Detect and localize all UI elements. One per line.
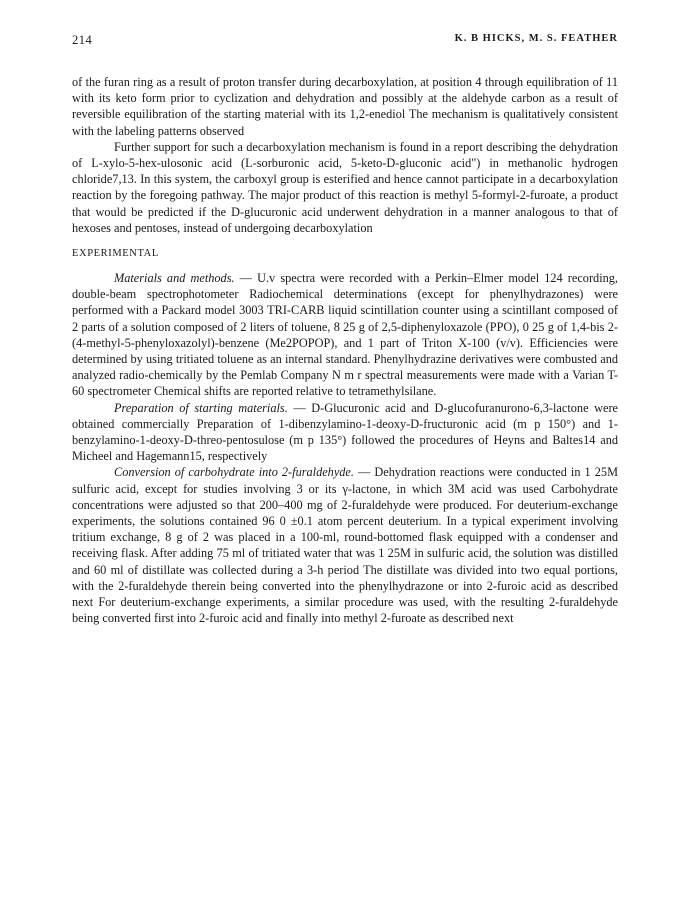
conversion-text: — Dehydration reactions were conducted in 1 25M sulfuric acid, except for studies involving 3 or its γ-lactone, in which 3M acid was used Carbohydrate concentrations were adjusted so that 200–400 mg of 2-furaldehyde were produced. For deuterium-exchange experiments, the solutions contained 96 0 ±0.1 atom percent deuterium. In a typical experiment involving tritium exchange, 8 g of 2 was placed in a 100-ml, round-bottomed flask equipped with a condenser and receiving flask. After adding 75 ml of tritiated water that was 1 25M in sulfuric acid, the solution was distilled and 60 ml of distillate was collected during a 3-h period The distillate was divided into two equal portions, with the 2-furaldehyde therein being converted into the phenylhydrazone or into 2-furoic acid as described next For deuterium-exchange experiments, a similar procedure was used, with the resulting 2-furaldehyde being converted first into 2-furoic acid and finally into methyl 2-furoate as described next bbox=[72, 465, 619, 626]
paragraph-preparation bbox=[72, 400, 618, 465]
runin-conversion: Conversion of carbohydrate into 2-furaldehyde. bbox=[114, 465, 354, 480]
materials-text: — U.v spectra were recorded with a Perkin–Elmer model 124 recording, double-beam spectrophotometer Radiochemical determinations (except for phenylhydrazones) were performed with a Packard model 3003 TRI-CARB liquid scintillation counter using a scintillant composed of 2 parts of a solution composed of 2 liters of toluene, 8 25 g of 2,5-diphenyloxazole (PPO), 0 25 g of 1,4-bis 2-(4-methyl-5-phenyloxazolyl)-benzene (Me2POPOP), and 1 part of Triton X-100 (v/v). Efficiencies were determined by using tritiated toluene as an internal standard. Phenylhydrazine derivatives were combusted and analyzed radio-chemically by the Pemlab Company N m r spectral measurements were made with a Varian T-60 spectrometer Chemical shifts are reported relative to tetramethylsilane. bbox=[72, 271, 618, 399]
page-header bbox=[72, 33, 618, 49]
article-body bbox=[72, 74, 618, 627]
runin-materials: Materials and methods. bbox=[114, 271, 235, 286]
section-heading: EXPERIMENTAL bbox=[72, 248, 159, 260]
paragraph-continuation: of the furan ring as a result of proton transfer during decarboxylation, at position 4 through equilibration of 11 with its keto form prior to cyclization and dehydration and possibly at the aldehyde carbon as a result of reversible equilibration of the starting material with its 1,2-enediol The mechanism is qualitatively consistent with the labeling patterns observed bbox=[72, 75, 618, 138]
paragraph-conversion bbox=[72, 464, 618, 626]
running-head: K. B HICKS, M. S. FEATHER bbox=[454, 33, 618, 44]
page-number: 214 bbox=[72, 33, 93, 47]
runin-preparation: Preparation of starting materials. bbox=[114, 400, 288, 415]
paragraph-decarboxylation: Further support for such a decarboxylation mechanism is found in a report describing the dehydration of L-xylo-5-hex-ulosonic acid (L-sorburonic acid, 5-keto-D-gluconic acid") in methanolic hydrogen chloride7,13. In this system, the carboxyl group is esterified and hence cannot participate in a decarboxylation reaction by the foregoing pathway. The major product of this reaction is methyl 5-formyl-2-furoate, a product that would be predicted if the D-glucuronic acid underwent dehydration in a manner analogous to that of hexoses and pentoses, instead of undergoing decarboxylation bbox=[72, 139, 618, 235]
preparation-text: — D-Glucuronic acid and D-glucofuranurono-6,3-lactone were obtained commercially Preparation of 1-dibenzylamino-1-deoxy-D-fructuronic acid (m p 150°) and 1-benzylamino-1-deoxy-D-threo-pentosulose (m p 135°) followed the procedures of Heyns and Baltes14 and Micheel and Hagemann15, respectively bbox=[72, 400, 618, 464]
paragraph-materials bbox=[72, 270, 618, 400]
